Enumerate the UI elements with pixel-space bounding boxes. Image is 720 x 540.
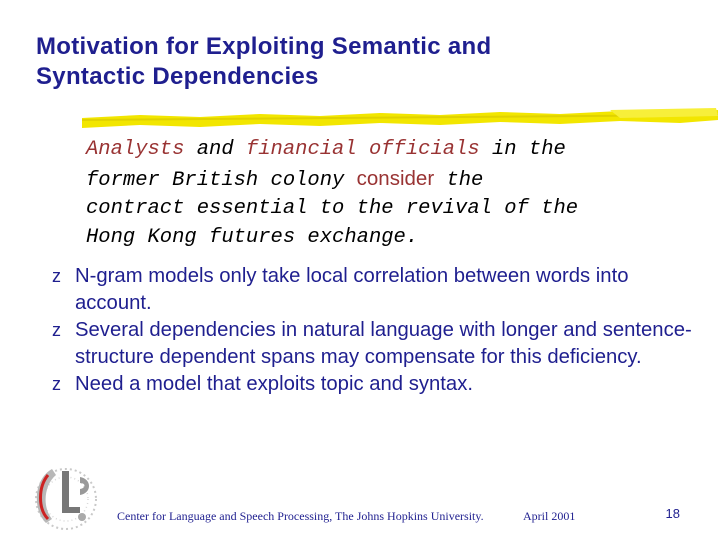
bullet-text: Need a model that exploits topic and syntax. <box>75 373 473 395</box>
slide-title <box>36 32 696 92</box>
bullet-item <box>52 317 692 371</box>
example-line-2 <box>86 165 686 196</box>
bullet-marker-icon: z <box>52 320 61 340</box>
page-number: 18 <box>665 506 680 521</box>
example-word-officials: financial officials <box>245 138 480 161</box>
bullet-marker-icon: z <box>52 374 61 394</box>
clsp-logo-icon <box>22 455 106 539</box>
example-sentence <box>86 136 686 253</box>
example-word-and: and <box>184 138 246 161</box>
bullet-list <box>52 263 692 398</box>
example-line-4: Hong Kong futures exchange. <box>86 226 419 250</box>
title-underline-decoration <box>80 106 720 132</box>
bullet-item <box>52 371 692 398</box>
example-line-2-b: the <box>434 168 484 192</box>
example-line-2-a: former British colony <box>86 168 357 192</box>
title-line-1: Motivation for Exploiting Semantic and <box>36 33 492 60</box>
example-word-analysts: Analysts <box>86 138 185 161</box>
example-line-1 <box>86 136 686 165</box>
title-line-2: Syntactic Dependencies <box>36 63 319 90</box>
example-line-3: contract essential to the revival of the <box>86 197 579 221</box>
example-line-1-rest: in the <box>479 138 566 161</box>
bullet-item <box>52 263 692 317</box>
footer-institution: Center for Language and Speech Processing, The Johns Hopkins University. <box>117 509 484 523</box>
example-word-consider: consider <box>356 166 435 190</box>
bullet-marker-icon: z <box>52 266 61 286</box>
bullet-text: N-gram models only take local correlation between words into account. <box>75 265 629 314</box>
footer-date: April 2001 <box>523 509 576 523</box>
bullet-text: Several dependencies in natural language with longer and sentence-structure dependent spans may compensate for this deficiency. <box>75 319 692 368</box>
